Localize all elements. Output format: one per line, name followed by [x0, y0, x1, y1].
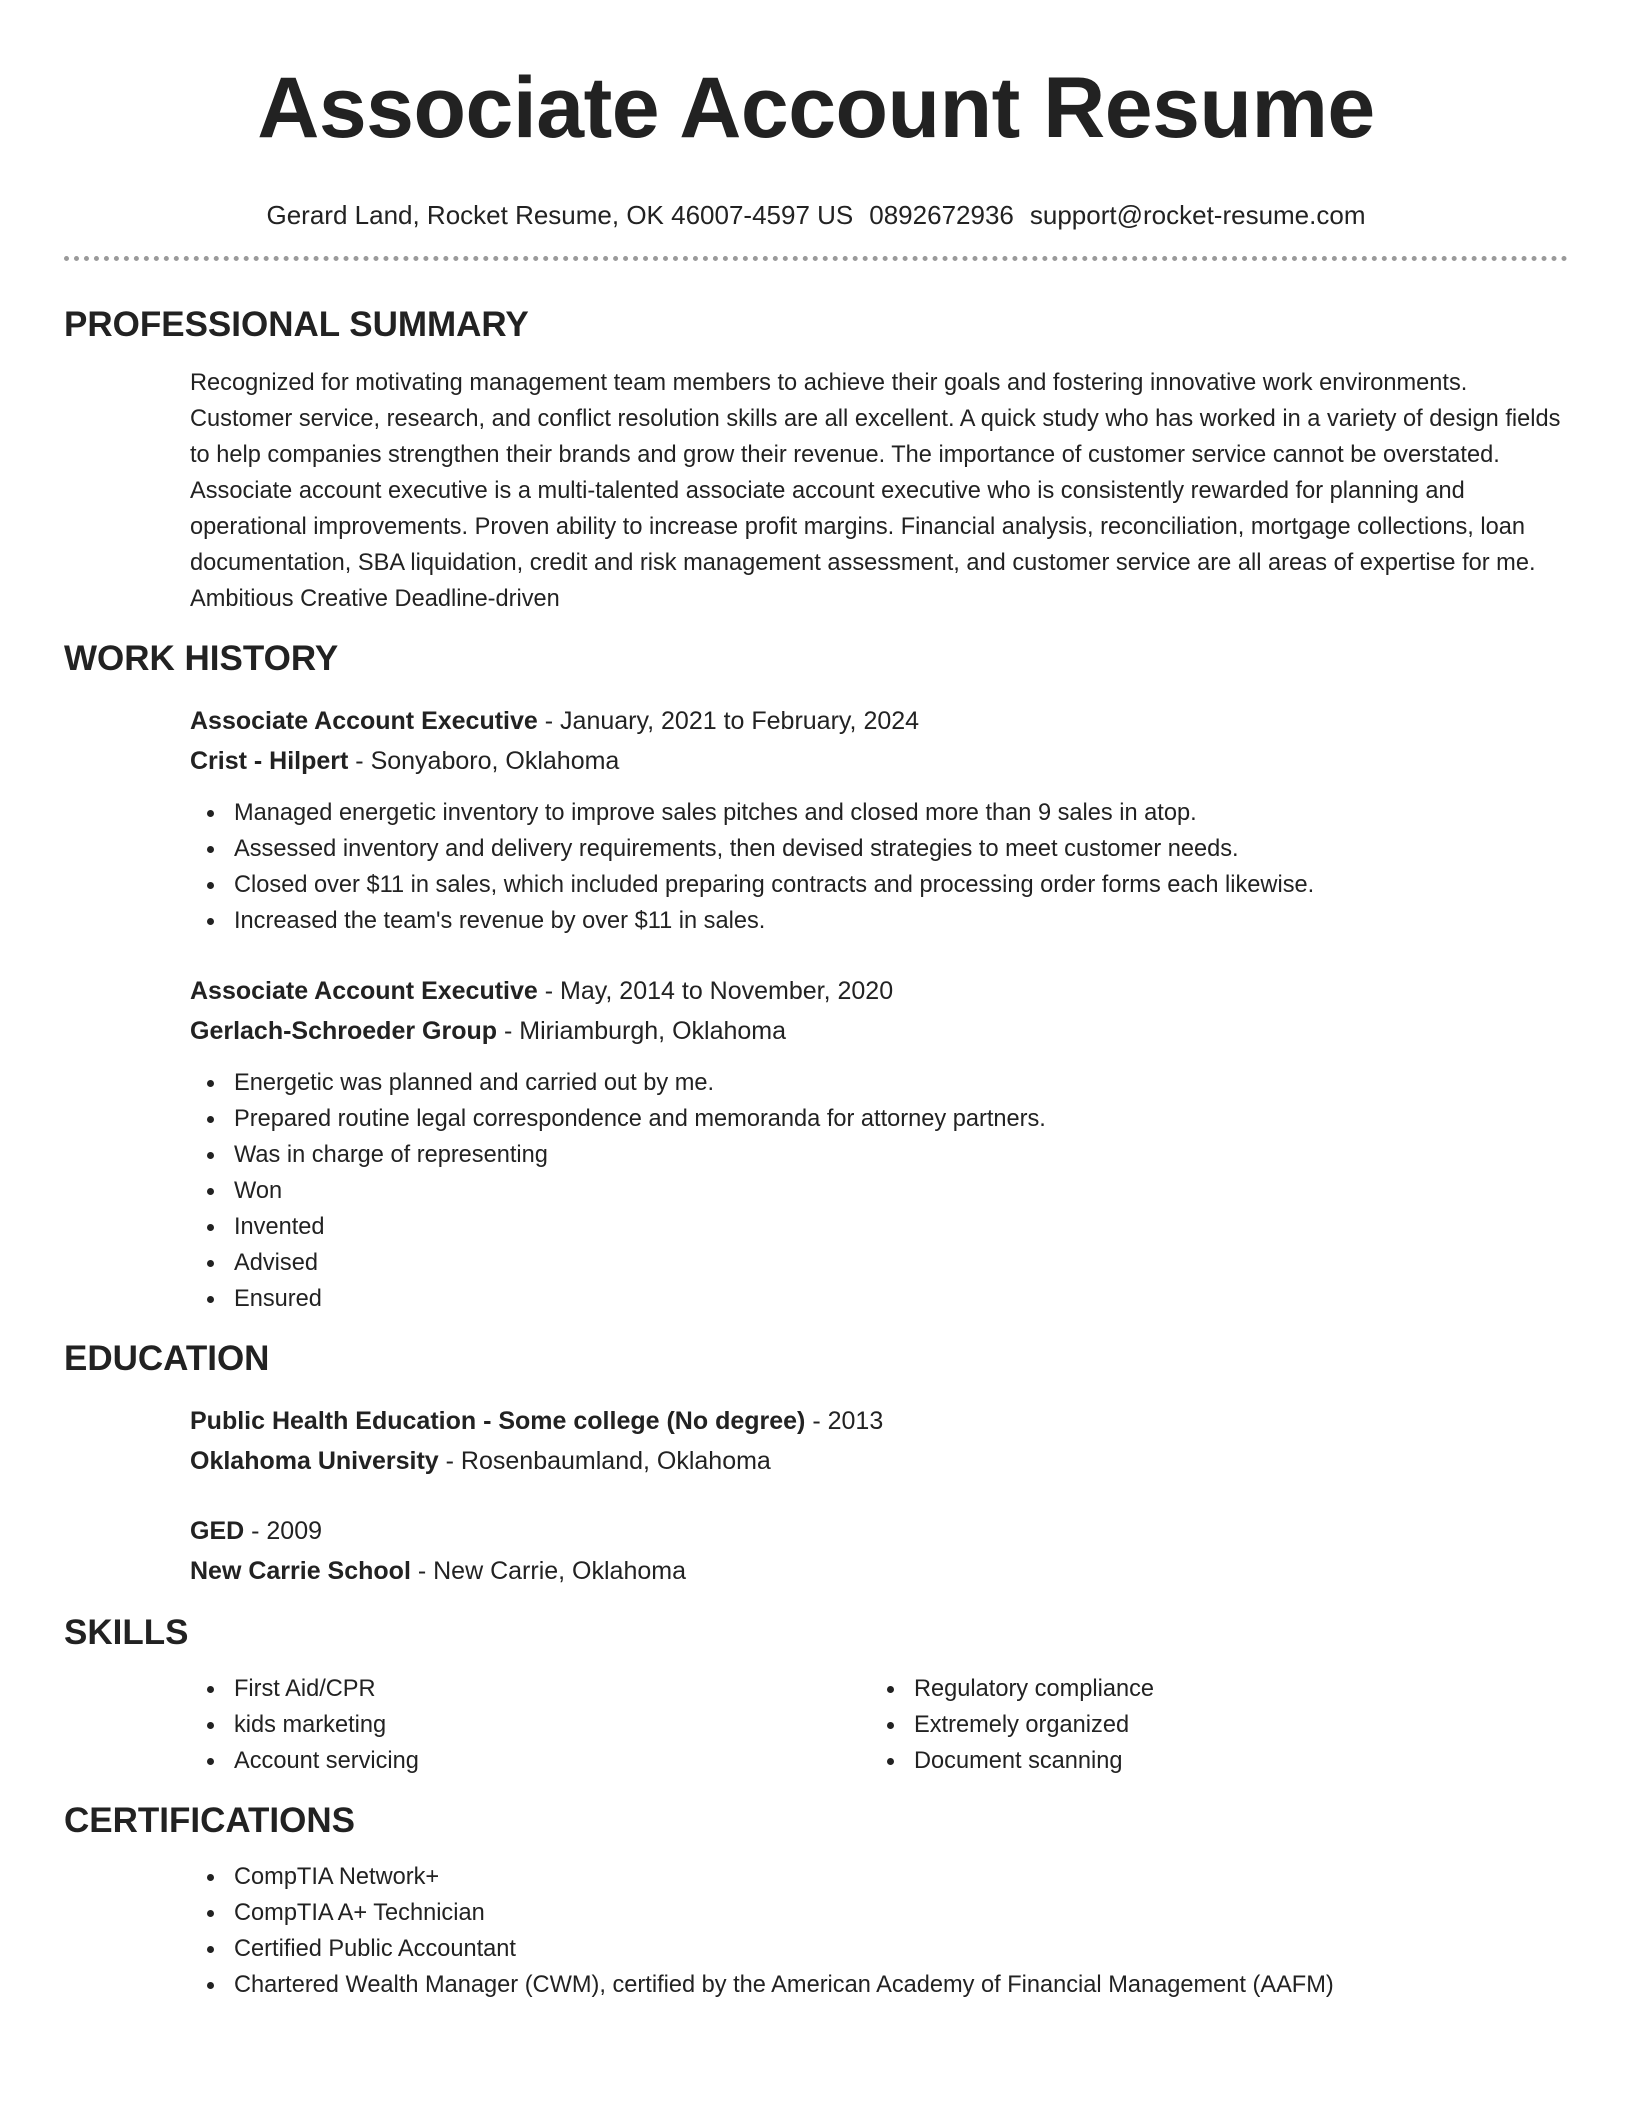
education-year: - 2013	[805, 1407, 884, 1435]
job-bullets	[190, 795, 1568, 939]
header-divider	[64, 256, 1568, 261]
certification-item: Certified Public Accountant	[190, 1931, 1568, 1967]
education-entry	[190, 1511, 1568, 1591]
skills-section	[190, 1671, 1568, 1779]
skills-heading: SKILLS	[64, 1613, 189, 1652]
summary-text: Recognized for motivating management team members to achieve their goals and fostering innovative work environments. Customer service, research, and conflict resolution skills are all excellent. A quick study who has worked in a variety of design fields to help companies strengthen their brands and grow their revenue. The importance of customer service cannot be overstated. Associate account executive is a multi-talented associate account executive who is consistently rewarded for planning and operational improvements. Proven ability to increase profit margins. Financial analysis, reconciliation, mortgage collections, loan documentation, SBA liquidation, credit and risk management assessment, and customer service are all areas of expertise for me. Ambitious Creative Deadline-driven	[190, 370, 1561, 612]
job-bullet: Invented	[190, 1209, 1568, 1245]
certification-item: CompTIA A+ Technician	[190, 1895, 1568, 1931]
job-bullet: Advised	[190, 1245, 1568, 1281]
job-dates: - January, 2021 to February, 2024	[537, 707, 920, 735]
skill-item: Extremely organized	[870, 1707, 1550, 1743]
contact-line	[64, 200, 1568, 230]
skills-list-right	[870, 1671, 1550, 1779]
job-bullets	[190, 1065, 1568, 1317]
job-location: - Miriamburgh, Oklahoma	[497, 1017, 787, 1045]
work-history-section	[190, 701, 1568, 1317]
certification-item: Chartered Wealth Manager (CWM), certified by the American Academy of Financial Management (AAFM)	[190, 1967, 1568, 2003]
education-year: - 2009	[244, 1517, 323, 1545]
job-company: Gerlach-Schroeder Group	[190, 1017, 498, 1045]
summary-section	[190, 365, 1568, 617]
education-section	[190, 1401, 1568, 1591]
job-company-line	[190, 741, 1568, 781]
education-heading: EDUCATION	[64, 1339, 270, 1378]
job-entry	[190, 971, 1568, 1317]
education-location: - Rosenbaumland, Oklahoma	[438, 1447, 771, 1475]
job-entry	[190, 701, 1568, 939]
skill-item: Regulatory compliance	[870, 1671, 1550, 1707]
certification-item: CompTIA Network+	[190, 1859, 1568, 1895]
job-company: Crist - Hilpert	[190, 747, 349, 775]
skills-list-left	[190, 1671, 870, 1779]
job-bullet: Prepared routine legal correspondence and memoranda for attorney partners.	[190, 1101, 1568, 1137]
contact-phone: 0892672936	[869, 200, 1014, 230]
job-bullet: Energetic was planned and carried out by me.	[190, 1065, 1568, 1101]
education-degree-line	[190, 1401, 1568, 1441]
education-degree: Public Health Education - Some college (No degree)	[190, 1407, 806, 1435]
education-location: - New Carrie, Oklahoma	[410, 1557, 686, 1585]
job-title: Associate Account Executive	[190, 977, 538, 1005]
resume-page	[64, 0, 1568, 2003]
job-location: - Sonyaboro, Oklahoma	[348, 747, 620, 775]
job-company-line	[190, 1011, 1568, 1051]
education-school-line	[190, 1551, 1568, 1591]
job-bullet: Assessed inventory and delivery requirements, then devised strategies to meet customer needs.	[190, 831, 1568, 867]
certifications-list	[190, 1859, 1568, 2003]
skill-item: First Aid/CPR	[190, 1671, 870, 1707]
job-title-line	[190, 971, 1568, 1011]
education-entry	[190, 1401, 1568, 1481]
job-bullet: Closed over $11 in sales, which included preparing contracts and processing order forms each likewise.	[190, 867, 1568, 903]
education-school: Oklahoma University	[190, 1447, 439, 1475]
job-title-line	[190, 701, 1568, 741]
contact-address: Gerard Land, Rocket Resume, OK 46007-4597 US	[266, 200, 854, 230]
education-degree: GED	[190, 1517, 245, 1545]
job-bullet: Won	[190, 1173, 1568, 1209]
job-bullet: Increased the team's revenue by over $11 in sales.	[190, 903, 1568, 939]
job-dates: - May, 2014 to November, 2020	[537, 977, 894, 1005]
certifications-heading: CERTIFICATIONS	[64, 1801, 356, 1840]
skills-grid	[190, 1671, 1568, 1779]
skill-item: Document scanning	[870, 1743, 1550, 1779]
job-bullet: Ensured	[190, 1281, 1568, 1317]
work-history-heading: WORK HISTORY	[64, 639, 339, 678]
summary-heading: PROFESSIONAL SUMMARY	[64, 305, 529, 344]
job-title: Associate Account Executive	[190, 707, 538, 735]
skill-item: Account servicing	[190, 1743, 870, 1779]
job-bullet: Managed energetic inventory to improve sales pitches and closed more than 9 sales in atop.	[190, 795, 1568, 831]
certifications-section	[190, 1859, 1568, 2003]
contact-email: support@rocket-resume.com	[1029, 200, 1366, 230]
resume-title: Associate Account Resume	[257, 60, 1375, 156]
skill-item: kids marketing	[190, 1707, 870, 1743]
education-school: New Carrie School	[190, 1557, 411, 1585]
education-school-line	[190, 1441, 1568, 1481]
job-bullet: Was in charge of representing	[190, 1137, 1568, 1173]
education-degree-line	[190, 1511, 1568, 1551]
